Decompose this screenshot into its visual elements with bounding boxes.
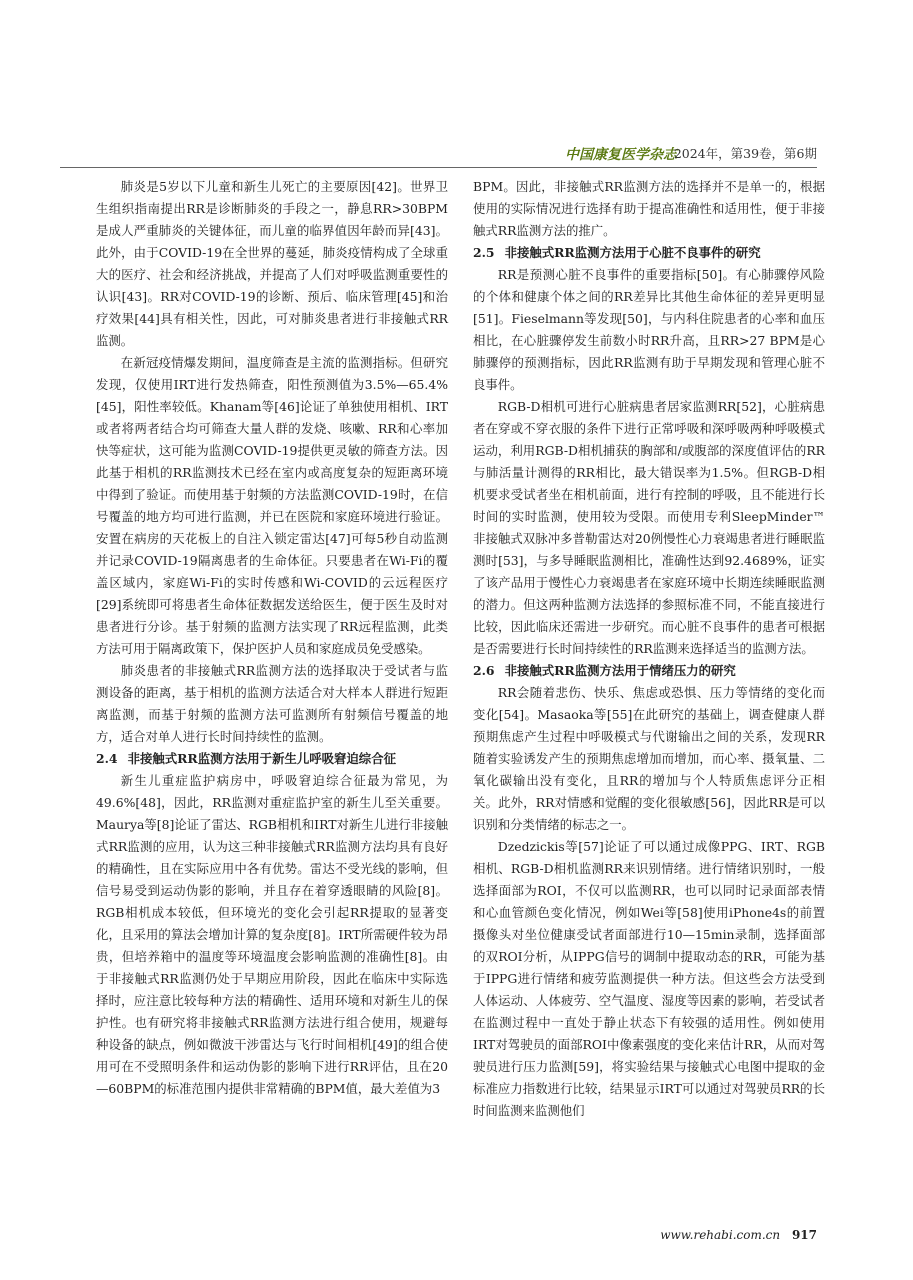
- section-title: 非接触式RR监测方法用于心脏不良事件的研究: [504, 245, 761, 260]
- section-heading: [473, 242, 825, 264]
- paragraph: 肺炎患者的非接触式RR监测方法的选择取决于受试者与监测设备的距离，基于相机的监测方法适合对大样本人群进行短距离监测，而基于射频的监测方法可监测所有射频信号覆盖的地方，适合对单人进行长时间持续性的监测。: [96, 663, 448, 744]
- left-column: [96, 176, 448, 1100]
- section-number: 2.4: [96, 751, 118, 766]
- paragraph: 肺炎是5岁以下儿童和新生儿死亡的主要原因[42]。世界卫生组织指南提出RR是诊断肺炎的手段之一，静息RR>30BPM是成人严重肺炎的关键体征，而儿童的临界值因年龄而异[43]。此外，由于COVID-19在全世界的蔓延，肺炎疫情构成了全球重大的医疗、社会和经济挑战，并提高了人们对呼吸监测重要性的认识[43]。RR对COVID-19的诊断、预后、临床管理[45]和治疗效果[44]具有相关性，因此，可对肺炎患者进行非接触式RR监测。: [96, 179, 448, 348]
- section-title: 非接触式RR监测方法用于新生儿呼吸窘迫综合征: [127, 751, 396, 766]
- paragraph: RGB-D相机可进行心脏病患者居家监测RR[52]，心脏病患者在穿或不穿衣服的条件下进行正常呼吸和深呼吸两种呼吸模式运动，利用RGB-D相机捕获的胸部和/或腹部的深度值评估的RR与肺活量计测得的RR相比，最大错误率为1.5%。但RGB-D相机要求受试者坐在相机前面，进行有控制的呼吸，且不能进行长时间的实时监测，使用较为受限。而使用专利SleepMinder™非接触式双脉冲多普勒雷达对20例慢性心力衰竭患者进行睡眠监测时[53]，与多导睡眠监测相比，准确性达到92.4689%，证实了该产品用于慢性心力衰竭患者在家庭环境中长期连续睡眠监测的潜力。但这两种监测方法选择的参照标准不同，不能直接进行比较，因此临床还需进一步研究。而心脏不良事件的患者可根据是否需要进行长时间持续性的RR监测来选择适当的监测方法。: [473, 399, 825, 656]
- section-heading: [96, 748, 448, 770]
- paragraph: Dzedzickis等[57]论证了可以通过成像PPG、IRT、RGB相机、RGB-D相机监测RR来识别情绪。进行情绪识别时，一般选择面部为ROI，不仅可以监测RR，也可以同时记录面部表情和心血管颜色变化情况，例如Wei等[58]使用iPhone4s的前置摄像头对坐位健康受试者面部进行10—15min录制，选择面部的双ROI分析，从IPPG信号的调制中提取动态的RR，可能为基于IPPG进行情绪和疲劳监测提供一种方法。但这些会方法受到人体运动、人体疲劳、空气温度、湿度等因素的影响，若受试者在监测过程中一直处于静止状态下有较强的适用性。例如使用IRT对驾驶员的面部ROI中像素强度的变化来估计RR，从而对驾驶员进行压力监测[59]，将实验结果与接触式心电图中提取的金标准应力指数进行比较，结果显示IRT可以通过对驾驶员RR的长时间监测来监测他们: [473, 839, 825, 1118]
- journal-title: 中国康复医学杂志: [565, 147, 677, 163]
- paragraph: 在新冠疫情爆发期间，温度筛查是主流的监测指标。但研究发现，仅使用IRT进行发热筛查，阳性预测值为3.5%—65.4%[45]，阳性率较低。Khanam等[46]论证了单独使用相机、IRT或者将两者结合均可筛查大量人群的发烧、咳嗽、RR和心率加快等症状，这可能为监测COVID-19提供更灵敏的筛查方法。因此基于相机的RR监测技术已经在室内或高度复杂的短距离环境中得到了验证。而使用基于射频的方法监测COVID-19时，在信号覆盖的地方均可进行监测，并已在医院和家庭环境进行验证。安置在病房的天花板上的自注入锁定雷达[47]可每5秒自动监测并记录COVID-19隔离患者的生命体征。只要患者在Wi-Fi的覆盖区域内，家庭Wi-Fi的实时传感和Wi-COVID的云远程医疗[29]系统即可将患者生命体征数据发送给医生，便于医生及时对患者进行分诊。基于射频的监测方法实现了RR远程监测，此类方法可用于隔离政策下，保护医护人员和家庭成员免受感染。: [96, 355, 448, 656]
- issue-info: 2024年，第39卷，第6期: [673, 146, 817, 161]
- paragraph: BPM。因此，非接触式RR监测方法的选择并不是单一的，根据使用的实际情况进行选择有助于提高准确性和适用性，便于非接触式RR监测方法的推广。: [473, 179, 825, 238]
- section-heading: [473, 660, 825, 682]
- section-title: 非接触式RR监测方法用于情绪压力的研究: [504, 663, 736, 678]
- header-rule: [60, 167, 817, 168]
- paragraph: 新生儿重症监护病房中，呼吸窘迫综合征最为常见，为49.6%[48]，因此，RR监测对重症监护室的新生儿至关重要。Maurya等[8]论证了雷达、RGB相机和IRT对新生儿进行非接触式RR监测的应用，认为这三种非接触式RR监测方法均具有良好的精确性，且在实际应用中各有优势。雷达不受光线的影响，但信号易受到运动伪影的影响，并且存在着穿透眼睛的风险[8]。RGB相机成本较低，但环境光的变化会引起RR提取的显著变化，且采用的算法会增加计算的复杂度[8]。IRT所需硬件较为昂贵，但培养箱中的温度等环境温度会影响监测的准确性[8]。由于非接触式RR监测仍处于早期应用阶段，因此在临床中实际选择时，应注意比较每种方法的精确性、适用环境和对新生儿的保护性。也有研究将非接触式RR监测方法进行组合使用，规避每种设备的缺点，例如微波干涉雷达与飞行时间相机[49]的组合使用可在不受照明条件和运动伪影的影响下进行RR评估，且在20—60BPM的标准范围内提供非常精确的BPM值，最大差值为3: [96, 773, 448, 1096]
- section-number: 2.5: [473, 245, 495, 260]
- page-footer: [660, 1228, 817, 1242]
- paragraph: RR会随着悲伤、快乐、焦虑或恐惧、压力等情绪的变化而变化[54]。Masaoka等[55]在此研究的基础上，调查健康人群预期焦虑产生过程中呼吸模式与代谢输出之间的关系，发现RR随着实验诱发产生的预期焦虑增加而增加，而心率、摄氧量、二氧化碳输出没有变化，且RR的增加与个人特质焦虑评分正相关。此外，RR对情感和觉醒的变化很敏感[56]，因此RR是可以识别和分类情绪的标志之一。: [473, 685, 825, 832]
- paragraph: RR是预测心脏不良事件的重要指标[50]。有心肺骤停风险的个体和健康个体之间的RR差异比其他生命体征的差异更明显[51]。Fieselmann等发现[50]，与内科住院患者的心率和血压相比，在心脏骤停发生前数小时RR升高，且RR>27 BPM是心肺骤停的预测指标，因此RR监测有助于早期发现和管理心脏不良事件。: [473, 267, 825, 392]
- page-number: 917: [791, 1228, 817, 1242]
- right-column: [473, 176, 825, 1122]
- section-number: 2.6: [473, 663, 495, 678]
- page-header: [60, 140, 817, 168]
- journal-url: www.rehabi.com.cn: [660, 1228, 781, 1242]
